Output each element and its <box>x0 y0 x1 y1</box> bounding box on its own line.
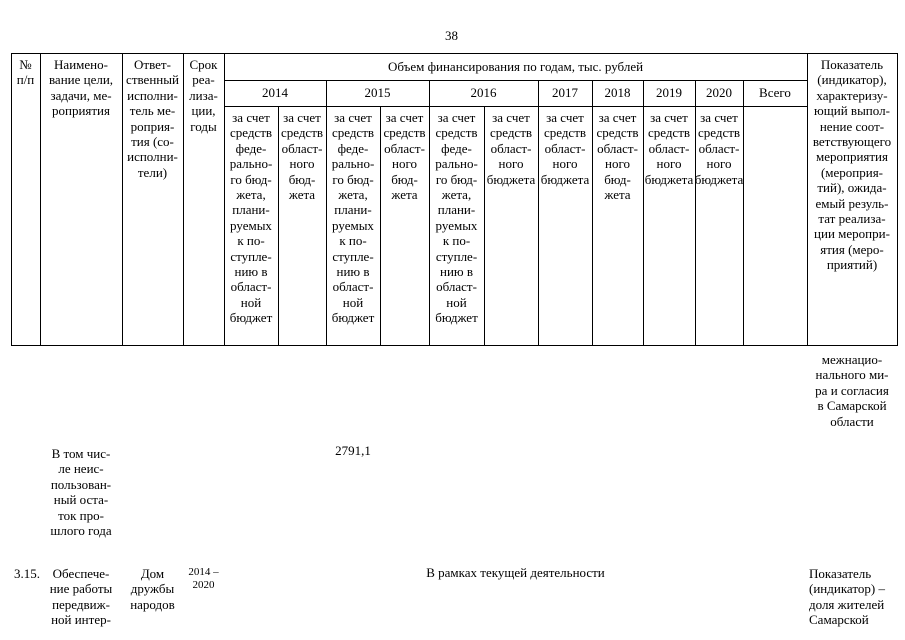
col-header-total: Всего <box>759 85 791 101</box>
year-header-2018: 2018 <box>604 85 631 101</box>
year-header-2015: 2015 <box>364 85 391 101</box>
incl-unused-balance-value: 2791,1 <box>335 443 371 458</box>
col-header-number: № п/п <box>16 57 35 88</box>
row-responsible: Дом дружбы народов <box>130 566 175 612</box>
col-header-term: Срок реа- лиза- ции, годы <box>189 57 218 134</box>
incl-unused-balance-label: В том чис- ле неис- пользован- ный оста- ток про- шлого года <box>50 446 112 539</box>
col-header-indicator: Показатель (индикатор), характеризу- ющий выпол- нение соот- ветствующего мероприятия (мероприя- тий), ожида- емый резуль- тат реализа- ции меропри- ятия (меро- приятий) <box>812 57 892 273</box>
subheader-2017-regional: за счет средств област- ного бюджета <box>540 110 590 187</box>
row-name: Обеспече- ние работы передвиж- ной интер- <box>49 566 113 628</box>
subheader-2019-regional: за счет средств област- ного бюджета <box>644 110 694 187</box>
indicator-continued-text: межнацио- нального ми- ра и согласия в Самарской области <box>815 352 889 429</box>
subheader-2016-federal: за счет средств феде- рально- го бюд- жета, плани- руемых к по- ступле- нию в област- ной бюджет <box>435 110 478 326</box>
row-indicator: Показатель (индикатор) – доля жителей Самарской <box>809 566 885 628</box>
page-number: 38 <box>445 28 458 43</box>
row-term: 2014 – 2020 <box>188 566 219 591</box>
subheader-2018-regional: за счет средств област- ного бюд- жета <box>596 110 639 203</box>
col-header-responsible: Ответ- ственный исполни- тель ме- роприя- тия (со- исполни- тели) <box>126 57 179 180</box>
subheader-2015-regional: за счет средств област- ного бюд- жета <box>383 110 426 203</box>
subheader-2014-regional: за счет средств област- ного бюд- жета <box>280 110 324 203</box>
year-header-2016: 2016 <box>470 85 497 101</box>
subheader-2020-regional: за счет средств област- ного бюджета <box>694 110 744 187</box>
year-header-2017: 2017 <box>552 85 578 101</box>
year-header-2014: 2014 <box>262 85 288 101</box>
year-header-2019: 2019 <box>656 85 682 101</box>
subheader-2016-regional: за счет средств област- ного бюджета <box>486 110 536 187</box>
col-header-financing: Объем финансирования по годам, тыс. рублей <box>387 58 644 74</box>
subheader-2015-federal: за счет средств феде- рально- го бюд- жета, плани- руемых к по- ступле- нию в област- ной бюджет <box>331 110 375 326</box>
row-financing: В рамках текущей деятельности <box>426 565 605 580</box>
subheader-2014-federal: за счет средств феде- рально- го бюд- жета, плани- руемых к по- ступле- нию в област- ной бюджет <box>229 110 273 326</box>
year-header-2020: 2020 <box>706 85 732 101</box>
col-header-name: Наимено- вание цели, задачи, ме- роприятия <box>48 57 114 119</box>
row-number: 3.15. <box>14 566 40 581</box>
